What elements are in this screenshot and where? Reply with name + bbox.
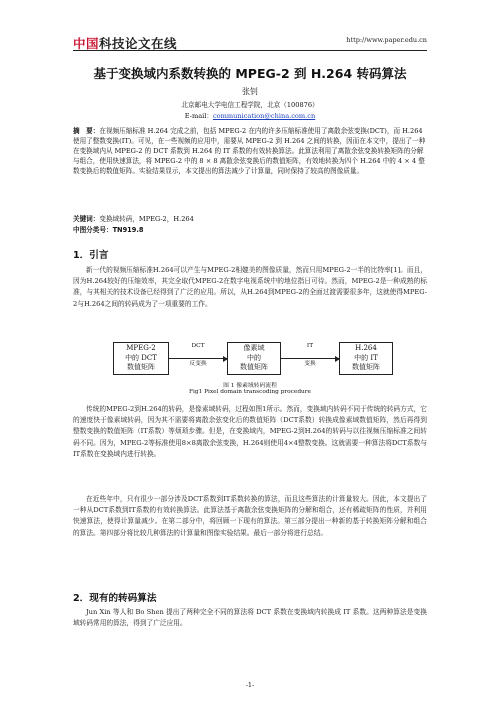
arrow-label-it-sub bbox=[281, 360, 339, 368]
paper-author: 张钊 bbox=[242, 87, 258, 96]
abstract-text: 在视频压缩标准 H.264 完成之前，包括 MPEG-2 在内的许多压缩标准使用了离散余弦变换(DCT)，而 H.264 使用了整数变换(IT)。可见，在一些视频的应用中，需要从 MPEG-2 到 H.264 之间的转换，因而在本文中，提出了一种在变换域内从 MPEG-2 的 DCT 系数到 H.264 的 IT 系数的有效转换算法。此算法利用了离散余弦变换转换矩阵的分解与组合，使用快速算法，将 MPEG-2 中的 8 × 8 离散余弦变换后的数值矩阵，有效地转换为四个 H.264 中的 4 × 4 整数变换后的数值矩阵。实验结果显示，本文提出的算法减少了计算量，同时保持了较高的图像质量。 bbox=[73, 127, 426, 175]
keywords bbox=[73, 213, 427, 223]
page-header bbox=[73, 34, 427, 51]
box-line: 中的 DCT bbox=[125, 353, 157, 362]
section-1-paragraph-3: 在近些年中，只有很少一部分涉及DCT系数到IT系数转换的算法，而且这些算法的计算量较大。因此，本文提出了一种从DCT系数到IT系数的有效转换算法。此算法基于离散余弦变换矩阵的分解和组合，还有稀疏矩阵的性质，并利用快速算法，使得计算量减少。在第二部分中，将回顾一下现有的算法。第三部分提出一种新的基于转换矩阵分解和组合的算法。第四部分将比较几种算法的计算量和图像实验结果。最后一部分将进行总结。 bbox=[73, 495, 427, 537]
arrow-label-line: 反变换 bbox=[189, 361, 207, 367]
keywords-label: 关键词： bbox=[73, 215, 100, 223]
logo-dark-text: 科技论文在线 bbox=[99, 36, 178, 51]
classification-label: 中图分类号： bbox=[73, 226, 113, 234]
abstract bbox=[73, 126, 427, 176]
section-2-heading: 2．现有的转码算法 bbox=[73, 593, 157, 604]
arrow-label-line: DCT bbox=[191, 343, 205, 349]
box-line: H.264 bbox=[355, 344, 377, 353]
section-1-heading: 1．引言 bbox=[73, 250, 109, 261]
paper-email-line bbox=[73, 110, 427, 120]
figure-caption-en: Fig1 Pixel domain transcoding procedure bbox=[188, 389, 311, 395]
section-1-paragraph-2: 传统的MPEG-2到H.264的转码，是像素域转码，过程如图1所示。然而，变换域内转码不同于传统的转码方式，它的速度快于像素域转码，因为其不需要将离散余弦变化后的数值矩阵（DCT系数）转换成像素域数值矩阵，然后再得到整数变换的数值矩阵（IT系数）等烦琐步骤。但是，在变换域内，MPEG-2到H.264的转码与以往视频压缩标准之间转码不同。因为，MPEG-2等标准使用8×8离散余弦变换，H.264则使用4×4整数变换。这就需要一种算法将DCT系数与IT系数在变换域内进行转换。 bbox=[73, 405, 427, 458]
box-line: 数值矩阵 bbox=[240, 363, 268, 372]
box-line: 像素域 bbox=[243, 344, 265, 353]
box-line: 数值矩阵 bbox=[127, 363, 155, 372]
arrow-dct-inverse bbox=[169, 358, 227, 359]
arrow-label-line: IT bbox=[306, 343, 314, 349]
arrow-label-dct-inverse-sub bbox=[169, 360, 227, 368]
arrow-label-it bbox=[281, 342, 339, 350]
keywords-text: 变换域转码，MPEG-2，H.264 bbox=[99, 215, 194, 223]
box-line: 中的 IT bbox=[354, 353, 378, 362]
arrow-label-dct-inverse bbox=[169, 342, 227, 350]
figure-box-h264-it bbox=[339, 342, 393, 375]
page-number: -1- bbox=[245, 681, 255, 689]
paper-title: 基于变换域内系数转换的 MPEG-2 到 H.264 转码算法 bbox=[93, 66, 407, 81]
figure-caption-cn: 图 1 像素域转码流程 bbox=[223, 383, 277, 389]
box-line: 中的 bbox=[247, 353, 261, 362]
section-2-paragraph-1: Jun Xin 等人和 Bo Shen 提出了两种完全不同的算法将 DCT 系数在变换域内转换成 IT 系数。这两种算法是变换域转码常用的算法，得到了广泛应用。 bbox=[73, 608, 427, 628]
figure-box-pixel-domain bbox=[227, 342, 281, 375]
section-1-paragraph-1: 新一代的视频压缩标准H.264可以产生与MPEG-2相媲美的图像质量，然而只用MPEG-2一半的比特率[1]。而且，因为H.264较好的压缩效率，其完全取代MPEG-2在数字电视系统中的地位指日可待。然而，MPEG-2是一种成熟的标准，与其相关的技术设备已经得到了广泛的应用。所以，从H.264到MPEG-2的全面过渡需要很多年，这就使得MPEG-2与H.264之间的转码成为了一项重要的工作。 bbox=[73, 266, 427, 308]
classification bbox=[73, 224, 427, 234]
header-url[interactable]: http://www.paper.edu.cn bbox=[346, 36, 427, 44]
logo-red-text: 中国 bbox=[73, 36, 100, 51]
email-label: E-mail： bbox=[184, 112, 213, 120]
arrow-label-line: 变换 bbox=[304, 361, 316, 367]
abstract-label: 摘 要： bbox=[73, 127, 100, 135]
classification-value: TN919.8 bbox=[112, 226, 144, 234]
box-line: 数值矩阵 bbox=[352, 363, 380, 372]
paper-affiliation: 北京邮电大学电信工程学院，北京（100876） bbox=[181, 101, 319, 109]
figure-box-mpeg2-dct bbox=[113, 342, 169, 375]
arrow-it-transform bbox=[281, 358, 339, 359]
header-divider bbox=[73, 50, 427, 51]
box-line: MPEG-2 bbox=[126, 344, 156, 353]
email-link[interactable]: communication@china.com.cn bbox=[212, 112, 316, 120]
